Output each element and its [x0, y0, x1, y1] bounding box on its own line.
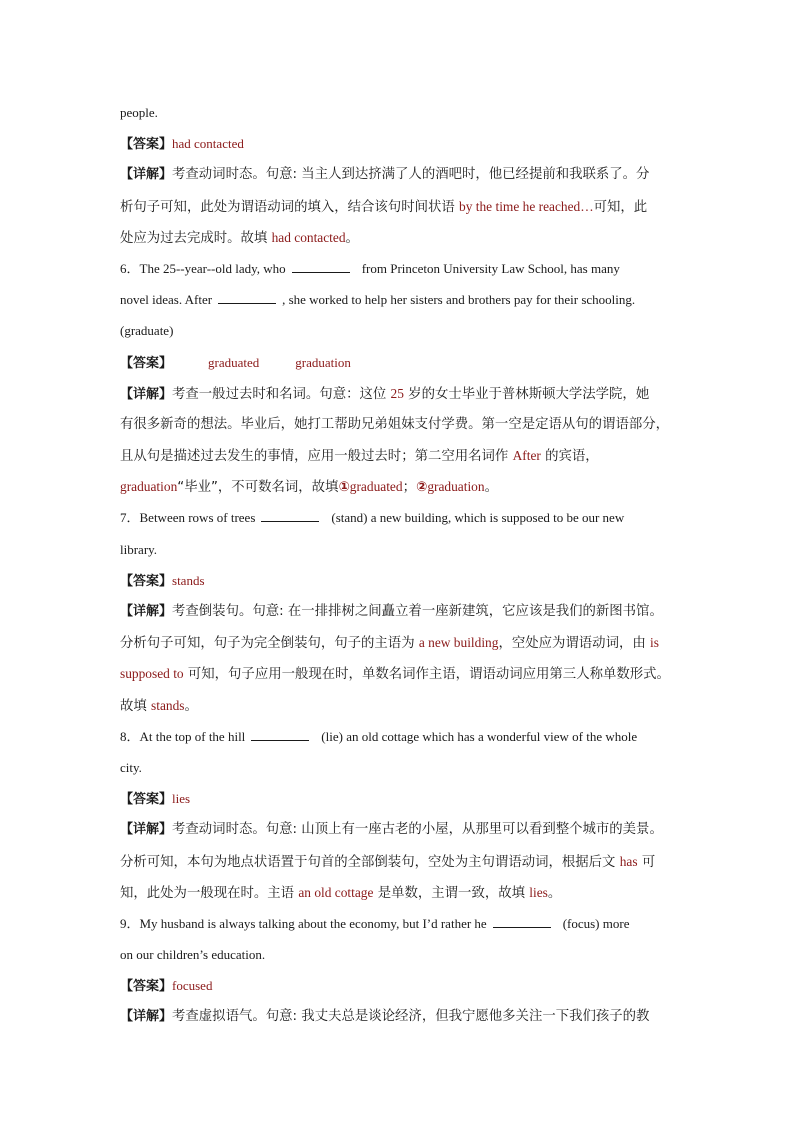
explanation-label: 【详解】 — [120, 822, 173, 838]
explanation-line — [120, 471, 680, 502]
explanation-line — [120, 877, 680, 908]
text-span: 的宾语， — [540, 449, 599, 465]
text-span: 分析句子可知，句子为完全倒装句，句子的主语为 — [120, 636, 419, 652]
answer-line — [120, 347, 680, 378]
explanation-line — [120, 378, 680, 409]
text-span: 是单数，主谓一致，故填 — [373, 885, 530, 901]
text-span: , she worked to help her sisters and brothers pay for their schooling. — [282, 292, 636, 308]
explanation-label: 【详解】 — [120, 386, 173, 402]
explanation-line — [120, 814, 680, 845]
highlight-text: stands — [151, 697, 185, 713]
answer-value: lies — [172, 791, 191, 807]
text-span: people. — [120, 105, 158, 120]
text-span: (focus) more — [562, 915, 630, 931]
text-span: 知，此处为一般现在时。主语 — [120, 885, 299, 901]
answer-value: focused — [172, 978, 213, 994]
answer-value: had contacted — [172, 136, 244, 152]
explanation-line — [120, 1001, 680, 1032]
explanation-line — [120, 159, 680, 190]
text-span: ； — [402, 480, 416, 496]
explanation-line — [120, 690, 680, 721]
answer-blank — [218, 292, 276, 304]
text-span: “毕业”，不可数名词，故填 — [177, 480, 339, 496]
answer-line — [120, 970, 680, 1001]
highlight-text: graduated — [349, 479, 403, 495]
document-page — [120, 97, 680, 1033]
highlight-text: graduation — [427, 479, 485, 495]
explanation-line — [120, 658, 680, 689]
text-span: 考查倒装句。句意: 在一排排树之间矗立着一座新建筑，它应该是我们的新图书馆。 — [172, 604, 663, 619]
text-span: (graduate) — [120, 323, 174, 339]
text-span: 可知，此 — [593, 199, 648, 215]
highlight-text: a new building — [418, 635, 499, 651]
question-line — [120, 908, 680, 939]
answer-label: 【答案】 — [120, 355, 173, 371]
answer-blank — [251, 729, 309, 741]
question-line — [120, 752, 680, 783]
answer-blank — [493, 916, 551, 928]
text-span: 9．My husband is always talking about the economy, but I’d rather he — [120, 915, 487, 931]
text-span: 考查虚拟语气。句意: 我丈夫总是谈论经济，但我宁愿他多关注一下我们孩子的教 — [172, 1009, 650, 1025]
explanation-line — [120, 627, 680, 658]
text-span: 分析可知，本句为地点状语置于句首的全部倒装句，空处为主句谓语动词，根据后文 — [120, 854, 620, 870]
text-span: 8．At the top of the hill — [120, 728, 246, 744]
text-span: 可知，句子应用一般现在时，单数名词作主语，谓语动词应用第三人称单数形式。 — [183, 667, 670, 683]
answer-blank — [292, 261, 350, 273]
highlight-text: by the time he reached… — [459, 198, 594, 214]
explanation-label: 【详解】 — [120, 167, 173, 183]
text-span: 有很多新奇的想法。毕业后，她打工帮助兄弟姐妹支付学费。第一空是定语从句的谓语部分， — [120, 416, 670, 432]
explanation-line — [120, 440, 680, 471]
text-span: novel ideas. After — [120, 292, 213, 308]
circled-number: ① — [338, 480, 350, 496]
answer-line — [120, 128, 680, 159]
text-span: library. — [120, 541, 158, 557]
answer-label: 【答案】 — [120, 573, 173, 589]
answer-blank — [261, 510, 319, 522]
explanation-line — [120, 846, 680, 877]
text-span: 考查一般过去时和名词。句意：这位 — [172, 386, 391, 402]
explanation-label: 【详解】 — [120, 1009, 173, 1025]
question-line — [120, 502, 680, 533]
text-span: 处应为过去完成时。故填 — [120, 230, 272, 246]
highlight-text: graduation — [120, 479, 178, 495]
text-span: (lie) an old cottage which has a wonderful view of the whole — [321, 728, 638, 744]
explanation-label: 【详解】 — [120, 604, 173, 619]
text-span: 考查动词时态。句意: 当主人到达挤满了人的酒吧时，他已经提前和我联系了。分 — [172, 167, 650, 183]
highlight-text: an old cottage — [298, 884, 374, 900]
text-span: 6．The 25--year--old lady, who — [120, 260, 286, 276]
text-span: (stand) a new building, which is supposed to be our new — [331, 510, 625, 526]
question-line — [120, 284, 680, 315]
highlight-text: had contacted — [271, 229, 346, 245]
answer-label: 【答案】 — [120, 137, 173, 153]
text-span: 。 — [345, 230, 359, 246]
answer-value: graduation — [295, 354, 351, 370]
question-line — [120, 534, 680, 565]
question-line — [120, 721, 680, 752]
highlight-text: lies — [529, 884, 548, 900]
question-line — [120, 315, 680, 346]
text-span: 。 — [184, 698, 198, 714]
text-span: 且从句是描述过去发生的事情，应用一般过去时；第二空用名词作 — [120, 449, 513, 465]
text-span: 岁的女士毕业于普林斯顿大学法学院，她 — [403, 386, 650, 402]
explanation-line — [120, 409, 680, 440]
circled-number: ② — [415, 480, 428, 496]
question-line — [120, 939, 680, 970]
answer-line — [120, 783, 680, 814]
highlight-text: is — [650, 635, 659, 651]
text-line — [120, 97, 680, 128]
text-span: 可 — [637, 854, 656, 870]
explanation-line — [120, 222, 680, 253]
answer-value: stands — [172, 572, 205, 588]
question-line — [120, 253, 680, 284]
explanation-line — [120, 596, 680, 627]
text-span: from Princeton University Law School, has many — [361, 260, 620, 276]
answer-label: 【答案】 — [120, 979, 173, 995]
text-span: 7．Between rows of trees — [120, 510, 256, 526]
text-span: 析句子可知，此处为谓语动词的填入，结合该句时间状语 — [120, 199, 460, 215]
highlight-text: After — [512, 448, 541, 464]
highlight-text: has — [619, 853, 638, 869]
text-span: ，空处应为谓语动词，由 — [498, 636, 651, 652]
text-span: city. — [120, 759, 142, 775]
text-span: 。 — [547, 885, 562, 901]
answer-line — [120, 565, 680, 596]
text-span: 。 — [484, 480, 498, 496]
answer-value: graduated — [208, 354, 260, 370]
text-span: on our children’s education. — [120, 947, 266, 963]
explanation-line — [120, 191, 680, 222]
answer-label: 【答案】 — [120, 792, 173, 808]
highlight-text: supposed to — [120, 666, 184, 682]
highlight-text: 25 — [390, 385, 404, 401]
text-span: 考查动词时态。句意: 山顶上有一座古老的小屋，从那里可以看到整个城市的美景。 — [172, 822, 663, 838]
text-span: 故填 — [120, 698, 152, 714]
